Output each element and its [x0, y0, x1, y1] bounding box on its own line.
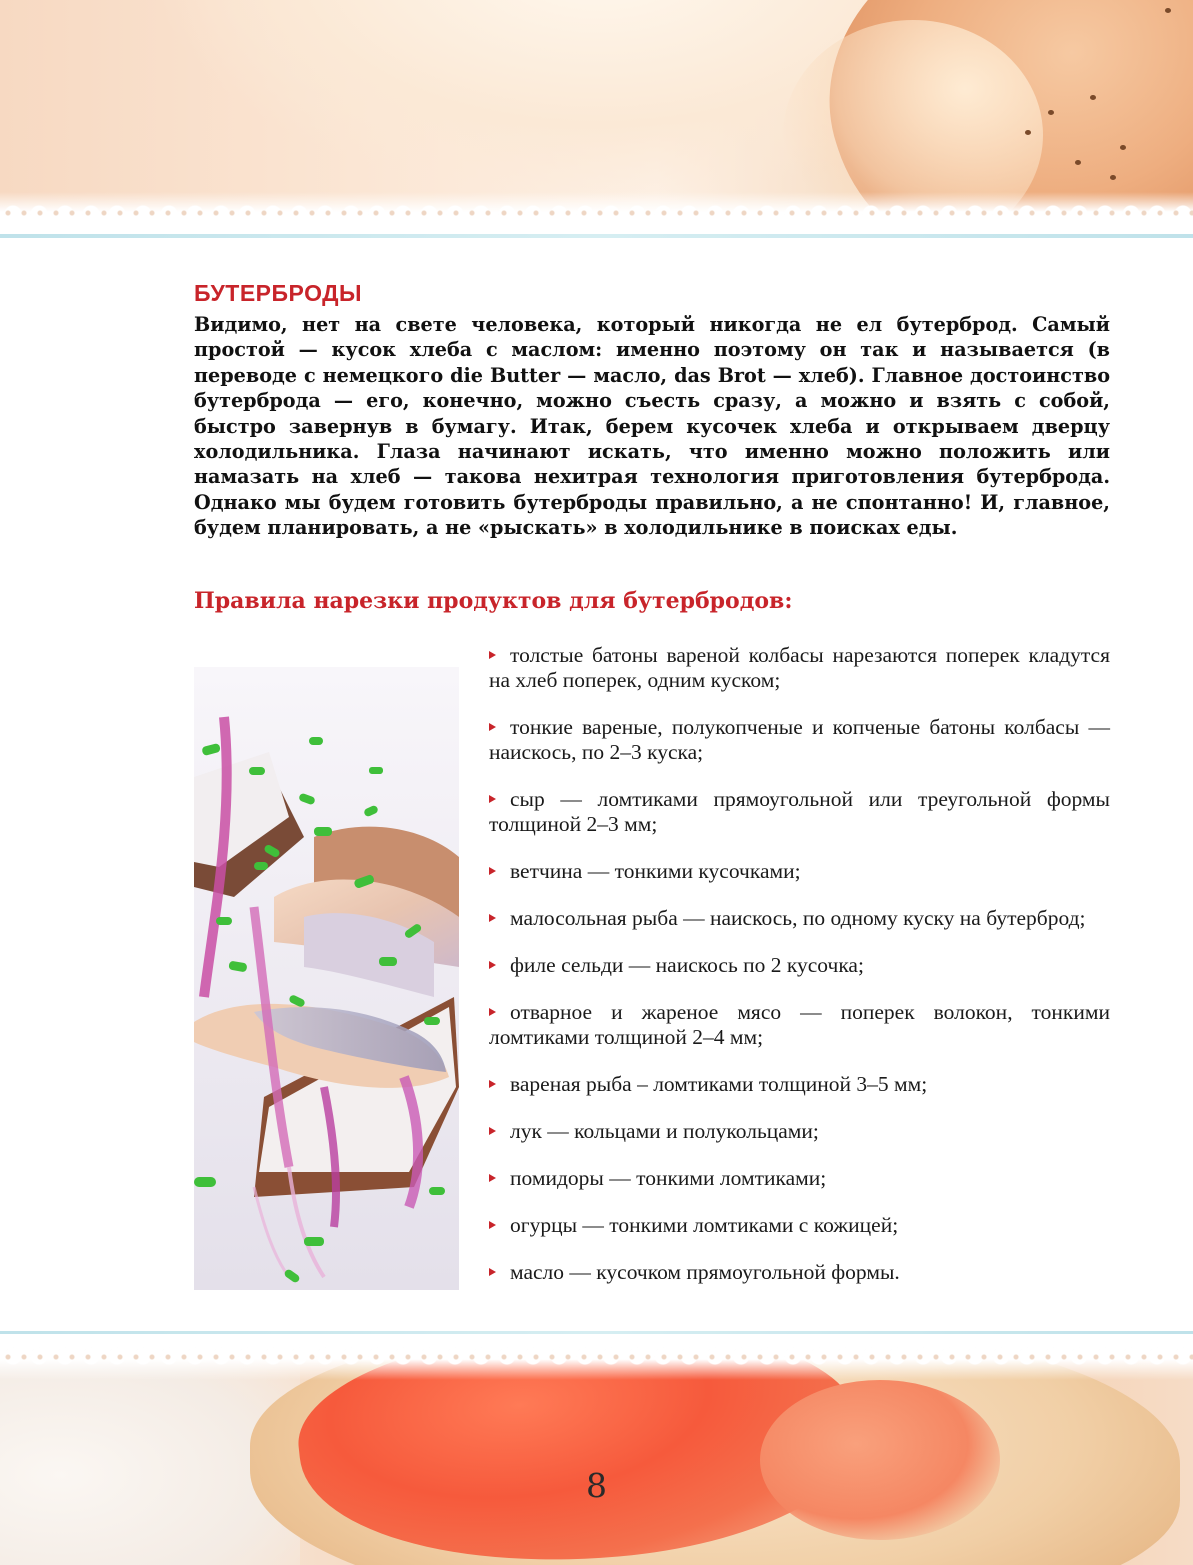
triangle-bullet-icon: [489, 867, 496, 875]
rule-item: [489, 643, 1110, 693]
herring-sandwich-illustration: [194, 667, 459, 1290]
rule-text: вареная рыба – ломтиками толщиной 3–5 мм;: [510, 1072, 928, 1096]
rule-text: помидоры — тонкими ломтиками;: [510, 1166, 827, 1190]
triangle-bullet-icon: [489, 1221, 496, 1229]
rule-item: [489, 1260, 1110, 1285]
section-title: БУТЕРБРОДЫ: [194, 280, 363, 306]
pepper-speck: [1090, 95, 1096, 100]
rule-item: [489, 1072, 1110, 1097]
triangle-bullet-icon: [489, 914, 496, 922]
triangle-bullet-icon: [489, 723, 496, 731]
triangle-bullet-icon: [489, 1008, 496, 1016]
triangle-bullet-icon: [489, 1174, 496, 1182]
rule-item: [489, 953, 1110, 978]
rule-item: [489, 1000, 1110, 1050]
rule-text: толстые батоны вареной колбасы нарезаются поперек кладутся на хлеб поперек, одним куском;: [489, 643, 1110, 692]
rule-item: [489, 1119, 1110, 1144]
triangle-bullet-icon: [489, 795, 496, 803]
rule-item: [489, 715, 1110, 765]
rule-text: тонкие вареные, полукопченые и копченые батоны колбасы — наискось, по 2–3 куска;: [489, 715, 1110, 764]
herring-sandwich-photo: [194, 667, 459, 1290]
rule-text: малосольная рыба — наискось, по одному куску на бутерброд;: [510, 906, 1086, 930]
rule-text: огурцы — тонкими ломтиками с кожицей;: [510, 1213, 899, 1237]
triangle-bullet-icon: [489, 961, 496, 969]
rules-list: [489, 643, 1110, 1285]
rule-item: [489, 859, 1110, 884]
rule-item: [489, 906, 1110, 931]
pepper-speck: [1025, 130, 1031, 135]
triangle-bullet-icon: [489, 651, 496, 659]
pepper-speck: [1075, 160, 1081, 165]
triangle-bullet-icon: [489, 1268, 496, 1276]
rule-item: [489, 1213, 1110, 1238]
rule-text: лук — кольцами и полукольцами;: [510, 1119, 819, 1143]
salmon-slice-image: [760, 1380, 1000, 1540]
pepper-speck: [1120, 145, 1126, 150]
rule-text: отварное и жареное мясо — поперек волокон, тонкими ломтиками толщиной 2–4 мм;: [489, 1000, 1110, 1049]
rules-title: Правила нарезки продуктов для бутербродов:: [194, 588, 793, 614]
rule-text: филе сельди — наискось по 2 кусочка;: [510, 953, 864, 977]
lace-border-top-pattern: [0, 206, 1193, 220]
lace-border-bottom-pattern: [0, 1350, 1193, 1364]
triangle-bullet-icon: [489, 1080, 496, 1088]
pepper-speck: [1048, 110, 1054, 115]
rule-text: сыр — ломтиками прямоугольной или треугольной формы толщиной 2–3 мм;: [489, 787, 1110, 836]
rule-item: [489, 787, 1110, 837]
pepper-speck: [1110, 175, 1116, 180]
rule-text: масло — кусочком прямоугольной формы.: [510, 1260, 900, 1284]
rule-text: ветчина — тонкими кусочками;: [510, 859, 801, 883]
page-number: 8: [586, 1466, 607, 1505]
intro-paragraph: Видимо, нет на свете человека, который никогда не ел бутерброд. Самый простой — кусок хлеба с маслом: именно поэтому он так и называется (в переводе с немецкого die Butter — масло, das Brot — хлеб). Главное достоинство бутерброда — его, конечно, можно съесть сразу, а можно и взять с собой, быстро завернув в бумагу. Итак, берем кусочек хлеба и открываем дверцу холодильника. Глаза начинают искать, что именно можно положить или намазать на хлеб — такова нехитрая технология приготовления бутерброда. Однако мы будем готовить бутерброды правильно, а не спонтанно! И, главное, будем планировать, а не «рыскать» в холодильнике в поисках еды.: [194, 313, 1110, 540]
triangle-bullet-icon: [489, 1127, 496, 1135]
rule-item: [489, 1166, 1110, 1191]
pepper-speck: [1165, 8, 1171, 13]
lace-border-top-rule: [0, 234, 1193, 238]
